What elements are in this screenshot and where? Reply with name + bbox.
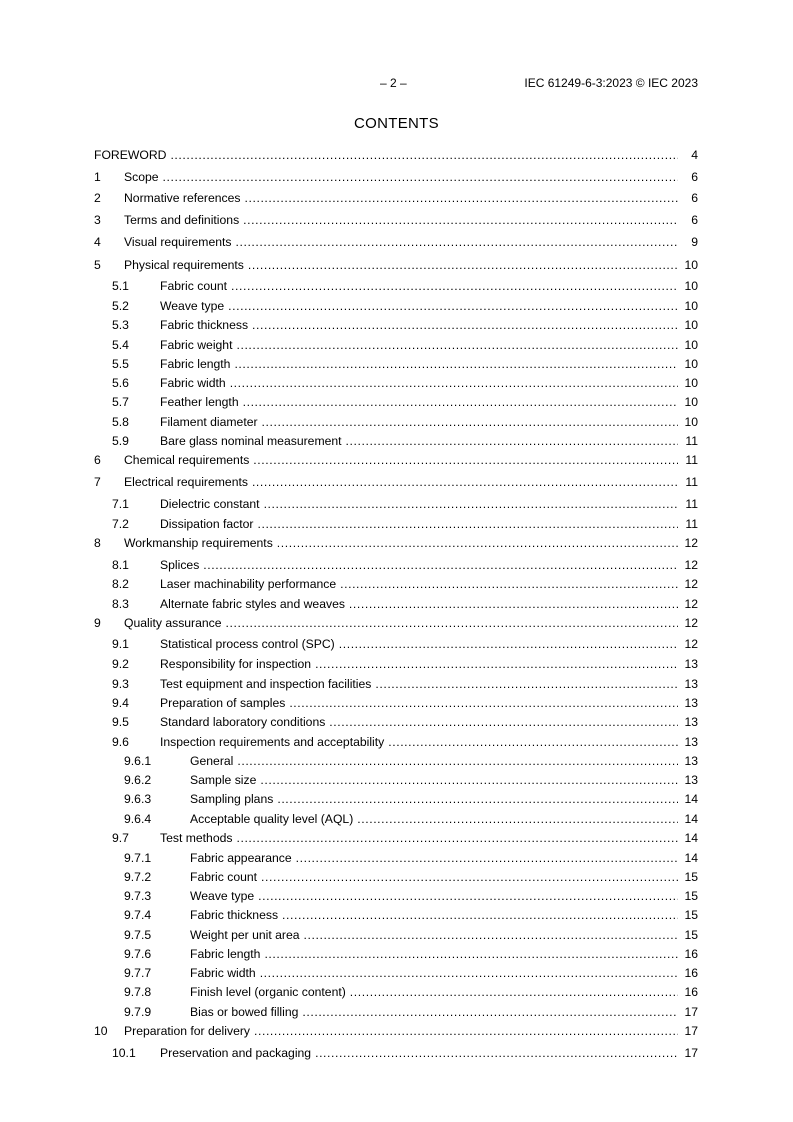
toc-entry[interactable]: [94, 317, 698, 333]
toc-entry-label: Fabric weight: [160, 338, 233, 352]
toc-entry-label: Electrical requirements: [124, 475, 248, 489]
toc-entry-page: 10: [684, 395, 698, 409]
toc-entry-label: Fabric appearance: [190, 851, 292, 865]
toc-entry-title: [190, 965, 678, 981]
toc-entry[interactable]: [94, 234, 698, 250]
toc-entry-title: [160, 414, 678, 430]
toc-entry[interactable]: [94, 927, 698, 943]
toc-entry-page: 17: [684, 1024, 698, 1038]
toc-entry-page: 11: [685, 475, 698, 489]
toc-entry-page: 10: [684, 279, 698, 293]
toc-entry-title: [190, 791, 678, 807]
toc-entry[interactable]: [94, 557, 698, 573]
toc-entry[interactable]: [94, 869, 698, 885]
toc-entry-title: [160, 557, 678, 573]
toc-entry-number: 9.7.2: [124, 870, 152, 884]
toc-entry[interactable]: [94, 169, 698, 185]
toc-entry-label: Splices: [160, 558, 200, 572]
toc-entry-page: 15: [684, 889, 698, 903]
toc-entry-number: 7.1: [112, 497, 129, 511]
toc-entry-label: Fabric length: [160, 357, 231, 371]
toc-entry-number: 9.7.3: [124, 889, 152, 903]
toc-entry-label: Weave type: [190, 889, 255, 903]
toc-entry-label: Dissipation factor: [160, 517, 254, 531]
toc-entry-title: [160, 1045, 678, 1061]
toc-entry-page: 4: [691, 148, 698, 162]
toc-entry-title: [160, 830, 678, 846]
toc-entry-page: 13: [684, 696, 698, 710]
toc-entry-label: Terms and definitions: [124, 213, 240, 227]
toc-entry-page: 12: [684, 616, 698, 630]
toc-entry-page: 13: [684, 754, 698, 768]
toc-entry-title: [190, 811, 678, 827]
toc-entry-title: [160, 394, 678, 410]
toc-entry[interactable]: [94, 811, 698, 827]
toc-entry-label: Scope: [124, 170, 159, 184]
toc-entry-page: 12: [684, 577, 698, 591]
toc-entry-number: 9.7.9: [124, 1005, 152, 1019]
toc-entry-page: 12: [684, 597, 698, 611]
toc-entry-label: Fabric width: [160, 376, 226, 390]
toc-entry-label: Physical requirements: [124, 258, 244, 272]
toc-entry-page: 10: [684, 299, 698, 313]
toc-entry-label: Workmanship requirements: [124, 536, 273, 550]
toc-entry-number: 5.3: [112, 318, 129, 332]
toc-entry-number: 9.7.1: [124, 851, 152, 865]
toc-entry-page: 17: [684, 1005, 698, 1019]
toc-entry-label: Inspection requirements and acceptability: [160, 735, 385, 749]
toc-entry-page: 11: [685, 497, 698, 511]
toc-entry[interactable]: [94, 946, 698, 962]
toc-entry-label: Fabric thickness: [160, 318, 249, 332]
toc-entry-number: 8.1: [112, 558, 129, 572]
toc-entry-page: 13: [684, 735, 698, 749]
toc-entry[interactable]: [94, 257, 698, 273]
toc-entry-title: [160, 516, 678, 532]
toc-entry-number: 9.7.7: [124, 966, 152, 980]
toc-entry-number: 9.2: [112, 657, 129, 671]
toc-entry-title: [160, 317, 678, 333]
toc-entry-number: 5: [94, 258, 101, 272]
toc-entry-number: 9.1: [112, 637, 129, 651]
toc-entry-title: [160, 656, 678, 672]
toc-entry[interactable]: [94, 830, 698, 846]
toc-entry-title: [160, 496, 678, 512]
standard-reference: IEC 61249-6-3:2023 © IEC 2023: [524, 76, 698, 90]
toc-entry-page: 10: [684, 357, 698, 371]
toc-entry[interactable]: [94, 714, 698, 730]
toc-entry-page: 14: [684, 831, 698, 845]
toc-entry-title: [160, 676, 678, 692]
toc-entry-page: 12: [684, 536, 698, 550]
toc-entry[interactable]: [94, 907, 698, 923]
toc-entry-page: 6: [691, 213, 698, 227]
toc-entry-page: 12: [684, 637, 698, 651]
toc-entry-page: 13: [684, 773, 698, 787]
toc-entry[interactable]: [94, 791, 698, 807]
toc-entry-title: [160, 636, 678, 652]
toc-entry-label: Sample size: [190, 773, 257, 787]
toc-entry[interactable]: [94, 337, 698, 353]
toc-entry-page: 11: [685, 517, 698, 531]
toc-entry-title: [160, 596, 678, 612]
toc-entry-title: [190, 927, 678, 943]
toc-entry-label: Acceptable quality level (AQL): [190, 812, 354, 826]
toc-entry-label: Responsibility for inspection: [160, 657, 312, 671]
toc-entry-number: 9.6.1: [124, 754, 152, 768]
toc-entry-page: 16: [684, 966, 698, 980]
toc-entry-title: [190, 888, 678, 904]
toc-entry-title: [160, 375, 678, 391]
toc-entry-number: 4: [94, 235, 101, 249]
toc-entry-number: 9.6.2: [124, 773, 152, 787]
toc-entry[interactable]: [94, 984, 698, 1000]
toc-entry-title: [160, 734, 678, 750]
toc-entry[interactable]: [94, 474, 698, 490]
toc-entry-page: 16: [684, 985, 698, 999]
toc-entry-label: Visual requirements: [124, 235, 232, 249]
toc-entry[interactable]: [94, 356, 698, 372]
toc-entry-title: [160, 298, 678, 314]
toc-entry-page: 15: [684, 928, 698, 942]
toc-entry[interactable]: [94, 375, 698, 391]
toc-entry-number: 5.6: [112, 376, 129, 390]
toc-entry[interactable]: [94, 496, 698, 512]
toc-entry-title: [124, 615, 678, 631]
toc-entry-number: 10.1: [112, 1046, 136, 1060]
toc-entry-number: 8: [94, 536, 101, 550]
toc-entry-label: Weave type: [160, 299, 225, 313]
toc-entry-title: [160, 695, 678, 711]
toc-entry-title: [190, 907, 678, 923]
toc-entry[interactable]: [94, 753, 698, 769]
toc-entry-label: Filament diameter: [160, 415, 258, 429]
toc-entry-number: 6: [94, 453, 101, 467]
toc-entry[interactable]: [94, 298, 698, 314]
toc-entry-page: 14: [684, 812, 698, 826]
toc-entry-label: Fabric count: [190, 870, 258, 884]
toc-entry-title: [160, 433, 678, 449]
toc-entry-page: 17: [684, 1046, 698, 1060]
toc-entry[interactable]: [94, 394, 698, 410]
toc-entry-label: Bias or bowed filling: [190, 1005, 299, 1019]
toc-entry-label: Feather length: [160, 395, 239, 409]
toc-entry-number: 9.3: [112, 677, 129, 691]
toc-entry-label: Sampling plans: [190, 792, 274, 806]
toc-entry[interactable]: [94, 636, 698, 652]
toc-entry[interactable]: [94, 414, 698, 430]
toc-entry-title: [124, 535, 678, 551]
toc-entry-title: [190, 1004, 678, 1020]
page-title: CONTENTS: [354, 115, 439, 132]
toc-entry-number: 9: [94, 616, 101, 630]
toc-entry-title: [190, 869, 678, 885]
toc-entry-label: General: [190, 754, 234, 768]
toc-entry-label: Alternate fabric styles and weaves: [160, 597, 345, 611]
toc-entry[interactable]: [94, 676, 698, 692]
toc-entry[interactable]: [94, 615, 698, 631]
toc-entry-number: 5.5: [112, 357, 129, 371]
toc-entry-label: Fabric length: [190, 947, 261, 961]
toc-entry-page: 10: [684, 318, 698, 332]
toc-entry-number: 9.6.3: [124, 792, 152, 806]
toc-entry-title: [124, 257, 678, 273]
toc-entry-title: [124, 169, 678, 185]
toc-entry-number: 5.7: [112, 395, 129, 409]
toc-entry-page: 15: [684, 870, 698, 884]
toc-entry-page: 10: [684, 338, 698, 352]
toc-entry-title: [190, 772, 678, 788]
toc-entry-title: [124, 474, 678, 490]
toc-entry-page: 16: [684, 947, 698, 961]
toc-entry-title: [124, 234, 678, 250]
toc-entry-label: Statistical process control (SPC): [160, 637, 335, 651]
toc-entry-number: 9.6.4: [124, 812, 152, 826]
toc-entry[interactable]: [94, 452, 698, 468]
toc-entry[interactable]: [94, 656, 698, 672]
toc-entry-title: [160, 356, 678, 372]
toc-entry-number: 9.7.8: [124, 985, 152, 999]
toc-entry-label: Test methods: [160, 831, 233, 845]
toc-entry[interactable]: [94, 1004, 698, 1020]
toc-entry-page: 6: [691, 191, 698, 205]
toc-entry-label: Standard laboratory conditions: [160, 715, 326, 729]
toc-entry-title: [190, 946, 678, 962]
toc-entry-title: [160, 337, 678, 353]
toc-entry-label: Bare glass nominal measurement: [160, 434, 342, 448]
toc-entry-title: [160, 576, 678, 592]
toc-entry[interactable]: [94, 190, 698, 206]
toc-entry-title: [124, 1023, 678, 1039]
toc-entry-label: Fabric thickness: [190, 908, 279, 922]
toc-entry-page: 13: [684, 677, 698, 691]
toc-entry[interactable]: [94, 965, 698, 981]
toc-entry-number: 5.4: [112, 338, 129, 352]
toc-entry-title: [124, 190, 678, 206]
toc-entry-number: 9.4: [112, 696, 129, 710]
toc-entry-number: 5.2: [112, 299, 129, 313]
toc-entry-title: [160, 714, 678, 730]
toc-entry-title: [160, 278, 678, 294]
toc-entry[interactable]: [94, 734, 698, 750]
toc-entry[interactable]: [94, 147, 698, 163]
toc-entry-title: [190, 850, 678, 866]
toc-entry-label: Fabric count: [160, 279, 228, 293]
toc-entry[interactable]: [94, 1045, 698, 1061]
toc-entry-number: 5.9: [112, 434, 129, 448]
toc-entry-page: 13: [684, 715, 698, 729]
toc-entry-label: Preparation of samples: [160, 696, 286, 710]
toc-entry-number: 9.5: [112, 715, 129, 729]
toc-entry[interactable]: [94, 433, 698, 449]
toc-entry-label: Laser machinability performance: [160, 577, 337, 591]
toc-entry-title: [124, 212, 678, 228]
toc-entry[interactable]: [94, 576, 698, 592]
toc-entry-number: 9.6: [112, 735, 129, 749]
toc-entry-page: 10: [684, 415, 698, 429]
toc-entry[interactable]: [94, 212, 698, 228]
toc-entry-label: Dielectric constant: [160, 497, 260, 511]
toc-entry[interactable]: [94, 888, 698, 904]
toc-entry-number: 8.2: [112, 577, 129, 591]
toc-entry-title: [124, 452, 678, 468]
toc-entry-page: 11: [685, 453, 698, 467]
toc-entry-page: 9: [691, 235, 698, 249]
toc-entry[interactable]: [94, 278, 698, 294]
toc-entry[interactable]: [94, 596, 698, 612]
toc-entry-label: FOREWORD: [94, 148, 167, 162]
toc-entry-label: Preservation and packaging: [160, 1046, 312, 1060]
toc-entry-number: 9.7: [112, 831, 129, 845]
toc-entry-number: 2: [94, 191, 101, 205]
toc-entry-label: Normative references: [124, 191, 241, 205]
toc-entry-page: 10: [684, 376, 698, 390]
toc-entry[interactable]: [94, 695, 698, 711]
toc-entry[interactable]: [94, 1023, 698, 1039]
toc-entry-label: Finish level (organic content): [190, 985, 346, 999]
toc-entry-number: 9.7.4: [124, 908, 152, 922]
toc-entry-title: [94, 147, 678, 163]
toc-entry-title: [190, 984, 678, 1000]
toc-entry-number: 5.1: [112, 279, 129, 293]
toc-entry-label: Weight per unit area: [190, 928, 300, 942]
toc-entry-label: Quality assurance: [124, 616, 222, 630]
toc-entry-page: 12: [684, 558, 698, 572]
toc-entry-number: 10: [94, 1024, 108, 1038]
toc-entry-number: 7: [94, 475, 101, 489]
toc-entry-label: Fabric width: [190, 966, 256, 980]
toc-entry-label: Test equipment and inspection facilities: [160, 677, 372, 691]
toc-entry-number: 3: [94, 213, 101, 227]
toc-entry-number: 8.3: [112, 597, 129, 611]
toc-entry-page: 6: [691, 170, 698, 184]
toc-entry[interactable]: [94, 535, 698, 551]
toc-entry-number: 5.8: [112, 415, 129, 429]
toc-entry-page: 11: [685, 434, 698, 448]
toc-entry[interactable]: [94, 516, 698, 532]
toc-entry-title: [190, 753, 678, 769]
toc-entry-page: 15: [684, 908, 698, 922]
toc-entry-number: 9.7.6: [124, 947, 152, 961]
toc-entry-number: 7.2: [112, 517, 129, 531]
toc-entry-number: 9.7.5: [124, 928, 152, 942]
toc-entry-label: Preparation for delivery: [124, 1024, 250, 1038]
page-number: – 2 –: [380, 76, 407, 90]
toc-entry-page: 14: [684, 851, 698, 865]
toc-entry-page: 13: [684, 657, 698, 671]
toc-entry[interactable]: [94, 850, 698, 866]
toc-entry[interactable]: [94, 772, 698, 788]
toc-entry-number: 1: [94, 170, 101, 184]
toc-entry-page: 14: [684, 792, 698, 806]
toc-entry-label: Chemical requirements: [124, 453, 250, 467]
toc-entry-page: 10: [684, 258, 698, 272]
